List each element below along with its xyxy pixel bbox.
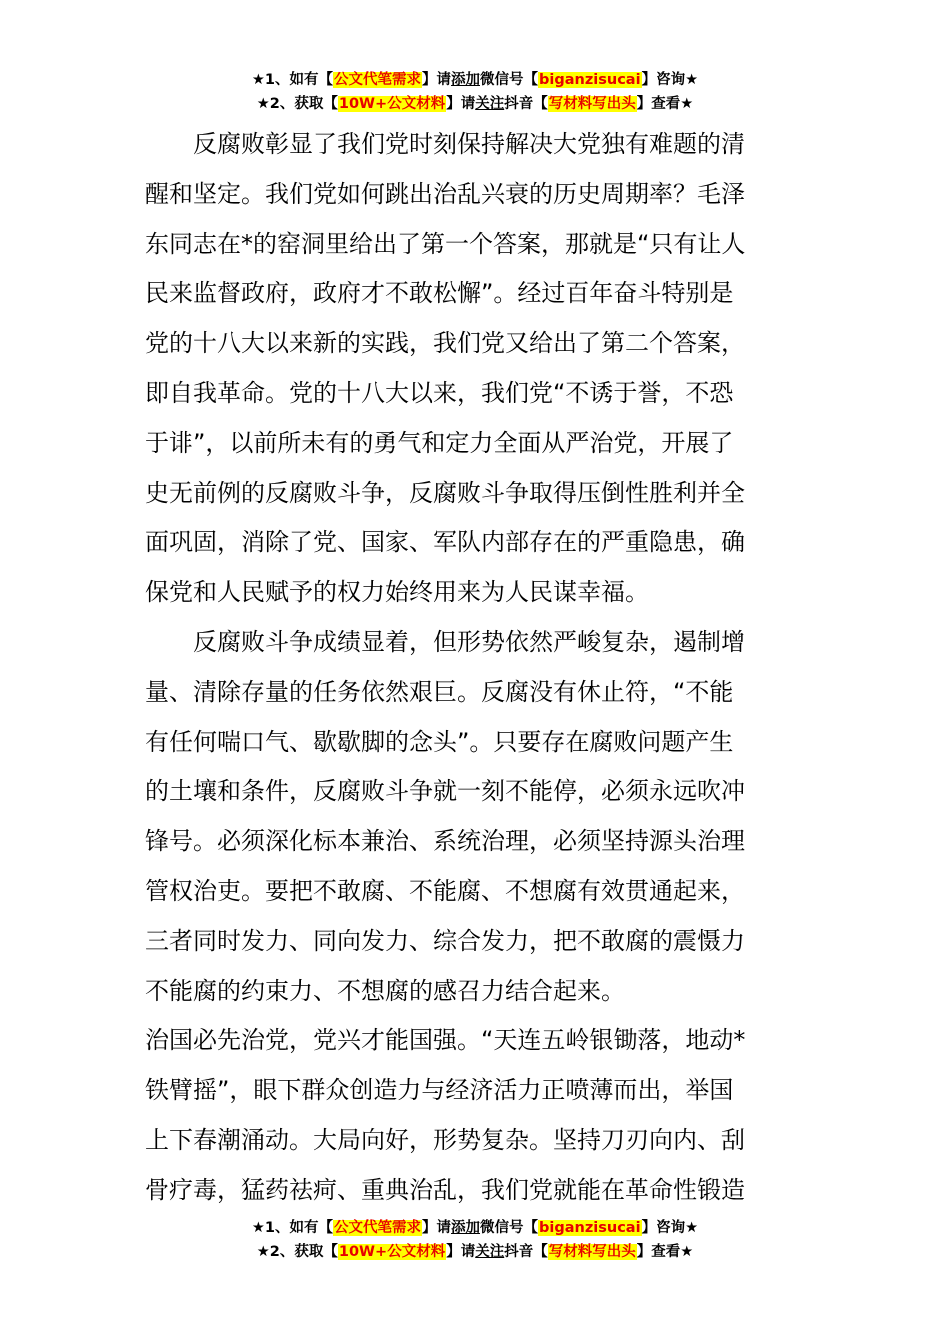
- text-line: 反腐败斗争成绩显着，但形势依然严峻复杂，遏制增: [145, 627, 745, 656]
- text-line: 上下春潮涌动。大局向好，形势复杂。坚持刀刃向内、刮: [145, 1125, 745, 1154]
- text-line: 锋号。必须深化标本兼治、系统治理，必须坚持源头治理: [145, 827, 745, 856]
- banner-text: 抖音【: [504, 1244, 548, 1260]
- text-line: 于诽”，以前所未有的勇气和定力全面从严治党，开展了: [145, 428, 734, 457]
- banner-text: 抖音【: [504, 96, 548, 112]
- banner-text: ★1、如有【: [251, 1220, 334, 1236]
- banner-text: 】请: [422, 1220, 452, 1236]
- banner-text: ★1、如有【: [251, 72, 334, 88]
- text-line: 管权治吏。要把不敢腐、不能腐、不想腐有效贯通起来，: [145, 876, 745, 905]
- douyin-account-highlight: 写材料写出头: [548, 96, 636, 112]
- banner-highlight: 10W+公文材料: [338, 1244, 446, 1260]
- banner-line-1: [0, 69, 950, 93]
- banner-highlight: 10W+公文材料: [338, 96, 446, 112]
- banner-text: 】查看★: [636, 1244, 694, 1260]
- banner-text: 】查看★: [636, 96, 694, 112]
- header-banner: [0, 69, 950, 117]
- footer-banner: [0, 1217, 950, 1265]
- banner-text: 微信号【: [480, 1220, 539, 1236]
- banner-text: ★2、获取【: [256, 96, 338, 112]
- banner-text: 】咨询★: [641, 1220, 699, 1236]
- text-line: 不能腐的约束力、不想腐的感召力结合起来。: [145, 976, 625, 1005]
- text-line: 铁臂摇”，眼下群众创造力与经济活力正喷薄而出，举国: [145, 1076, 734, 1105]
- wechat-id-highlight: biganzisucai: [539, 1220, 641, 1236]
- text-line: 醒和坚定。我们党如何跳出治乱兴衰的历史周期率？毛泽: [145, 179, 745, 208]
- text-line: 治国必先治党，党兴才能国强。“天连五岭银锄落，地动*: [145, 1026, 746, 1055]
- banner-text: 】咨询★: [641, 72, 699, 88]
- text-line: 骨疗毒，猛药祛疴、重典治乱，我们党就能在革命性锻造: [145, 1175, 745, 1204]
- banner-line-2: [0, 1241, 950, 1265]
- banner-text: 】请: [422, 72, 452, 88]
- banner-highlight: 公文代笔需求: [334, 72, 422, 88]
- text-line: 保党和人民赋予的权力始终用来为人民谋幸福。: [145, 578, 649, 607]
- text-line: 有任何喘口气、歇歇脚的念头”。只要存在腐败问题产生: [145, 727, 734, 756]
- banner-line-1: [0, 1217, 950, 1241]
- banner-line-2: [0, 93, 950, 117]
- text-line: 量、清除存量的任务依然艰巨。反腐没有休止符，“不能: [145, 677, 734, 706]
- banner-underlined: 添加: [451, 72, 481, 88]
- wechat-id-highlight: biganzisucai: [539, 72, 641, 88]
- banner-underlined: 添加: [451, 1220, 481, 1236]
- text-line: 反腐败彰显了我们党时刻保持解决大党独有难题的清: [145, 130, 745, 158]
- text-line: 三者同时发力、同向发力、综合发力，把不敢腐的震慑力: [145, 926, 745, 955]
- text-line: 东同志在*的窑洞里给出了第一个答案，那就是“只有让人: [145, 229, 746, 258]
- text-line: 史无前例的反腐败斗争，反腐败斗争取得压倒性胜利并全: [145, 478, 745, 507]
- banner-highlight: 公文代笔需求: [334, 1220, 422, 1236]
- text-line: 党的十八大以来新的实践，我们党又给出了第二个答案，: [145, 329, 745, 358]
- banner-text: 】请: [446, 1244, 476, 1260]
- text-line: 面巩固，消除了党、国家、军队内部存在的严重隐患，确: [145, 528, 745, 557]
- banner-text: 】请: [446, 96, 476, 112]
- text-line: 即自我革命。党的十八大以来，我们党“不诱于誉，不恐: [145, 378, 734, 407]
- text-line: 民来监督政府，政府才不敢松懈”。经过百年奋斗特别是: [145, 279, 734, 308]
- text-line: 的土壤和条件，反腐败斗争就一刻不能停，必须永远吹冲: [145, 777, 745, 806]
- document-body: [145, 120, 810, 1216]
- douyin-account-highlight: 写材料写出头: [548, 1244, 636, 1260]
- banner-text: ★2、获取【: [256, 1244, 338, 1260]
- banner-text: 微信号【: [480, 72, 539, 88]
- banner-underlined: 关注: [475, 96, 505, 112]
- banner-underlined: 关注: [475, 1244, 505, 1260]
